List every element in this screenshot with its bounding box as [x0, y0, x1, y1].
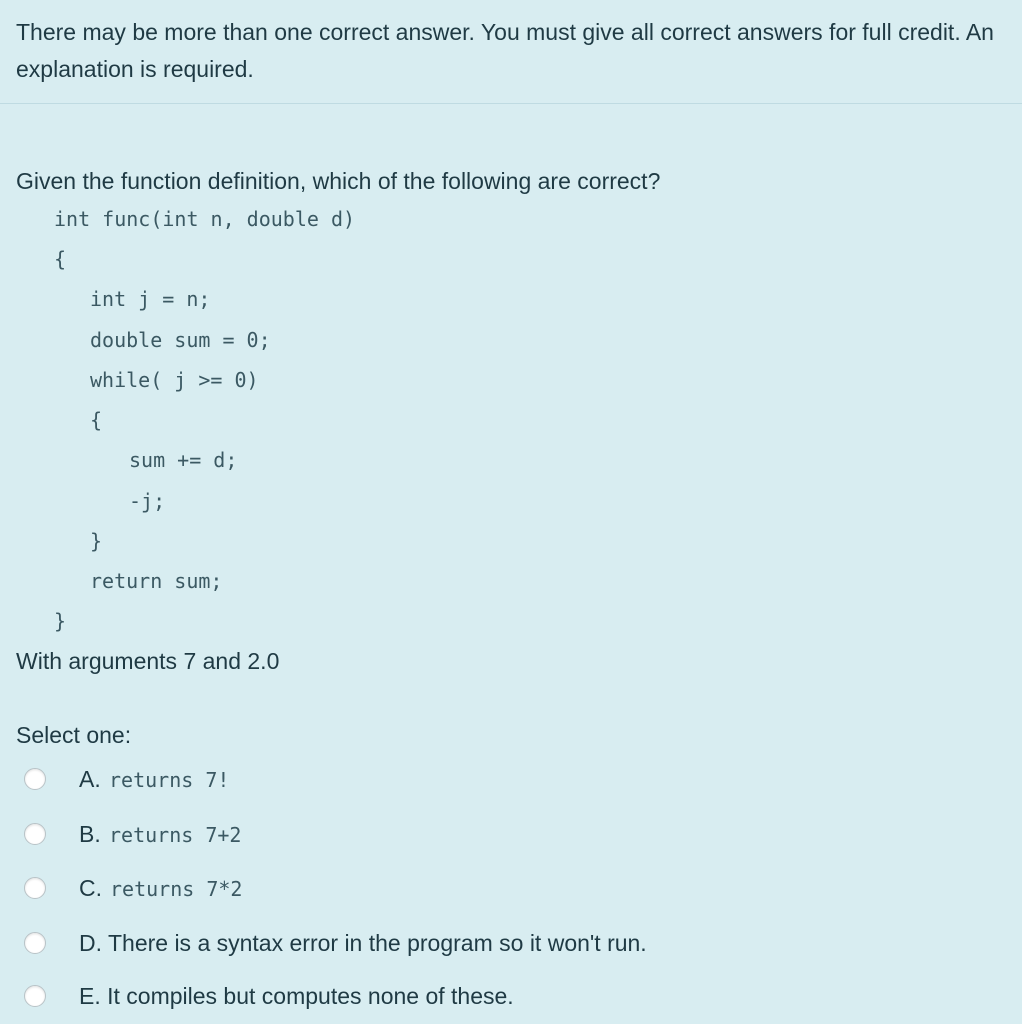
- select-one-label: Select one:: [16, 722, 132, 748]
- option-a-letter: A.: [79, 766, 101, 792]
- code-line: double sum = 0;: [90, 328, 271, 352]
- radio-button-c[interactable]: [24, 877, 46, 899]
- arguments-text: With arguments 7 and 2.0: [16, 648, 280, 674]
- option-d-text: D. There is a syntax error in the program so it won't run.: [79, 930, 647, 956]
- code-line: -j;: [129, 489, 166, 513]
- option-c[interactable]: [24, 869, 984, 909]
- code-line: int func(int n, double d): [54, 207, 356, 231]
- radio-button-d[interactable]: [24, 932, 46, 954]
- option-d[interactable]: [24, 924, 984, 964]
- option-a-code: returns 7!: [109, 768, 230, 792]
- radio-button-b[interactable]: [24, 823, 46, 845]
- code-line: int j = n;: [90, 287, 211, 311]
- option-b-code: returns 7+2: [109, 823, 242, 847]
- code-line: }: [54, 609, 67, 633]
- code-line: }: [90, 529, 103, 553]
- option-a[interactable]: [24, 760, 984, 800]
- option-c-letter: C.: [79, 875, 102, 901]
- option-e-text: E. It compiles but computes none of these.: [79, 983, 514, 1009]
- radio-button-a[interactable]: [24, 768, 46, 790]
- code-line: {: [54, 247, 67, 271]
- code-line: return sum;: [90, 569, 223, 593]
- question-text: Given the function definition, which of the following are correct?: [16, 168, 661, 194]
- option-b-letter: B.: [79, 821, 101, 847]
- option-e[interactable]: [24, 977, 984, 1017]
- option-c-code: returns 7*2: [110, 877, 243, 901]
- radio-button-e[interactable]: [24, 985, 46, 1007]
- code-line: while( j >= 0): [90, 368, 259, 392]
- code-line: {: [90, 408, 103, 432]
- code-line: sum += d;: [129, 448, 238, 472]
- question-instructions: There may be more than one correct answer. You must give all correct answers for full credit. An explanation is required.: [16, 19, 994, 82]
- option-b[interactable]: [24, 815, 984, 855]
